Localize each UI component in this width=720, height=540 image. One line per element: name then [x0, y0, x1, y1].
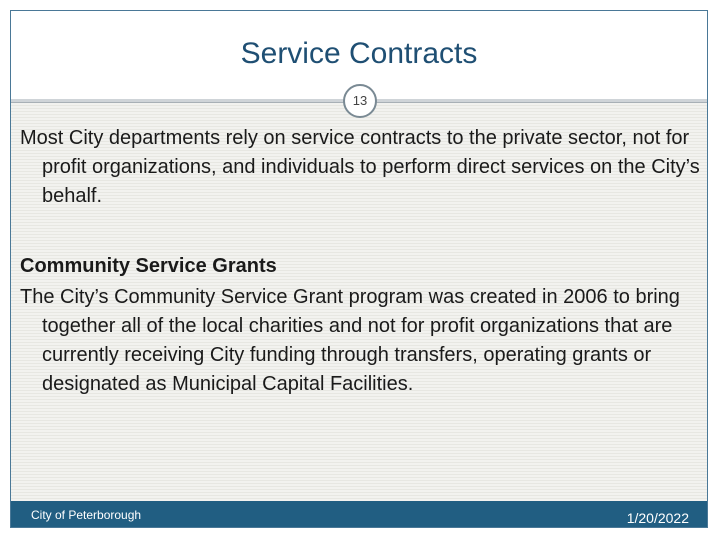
footer-organization: City of Peterborough — [31, 508, 142, 522]
slide-title: Service Contracts — [240, 37, 478, 70]
footer-date: 1/20/2022 — [626, 510, 689, 526]
section-heading: Community Service Grants — [20, 255, 277, 277]
page-number-badge: 13 — [343, 84, 377, 118]
footer-bar — [11, 501, 707, 528]
body-paragraph-1: Most City departments rely on service contracts to the private sector, not for profit organizations, and individuals to perform direct services on the City’s behalf. — [20, 127, 700, 207]
body-paragraph-2: The City’s Community Service Grant program was created in 2006 to bring together all of the local charities and not for profit organizations that are currently receiving City funding through transfers, operating grants or designated as Municipal Capital Facilities. — [20, 286, 680, 395]
